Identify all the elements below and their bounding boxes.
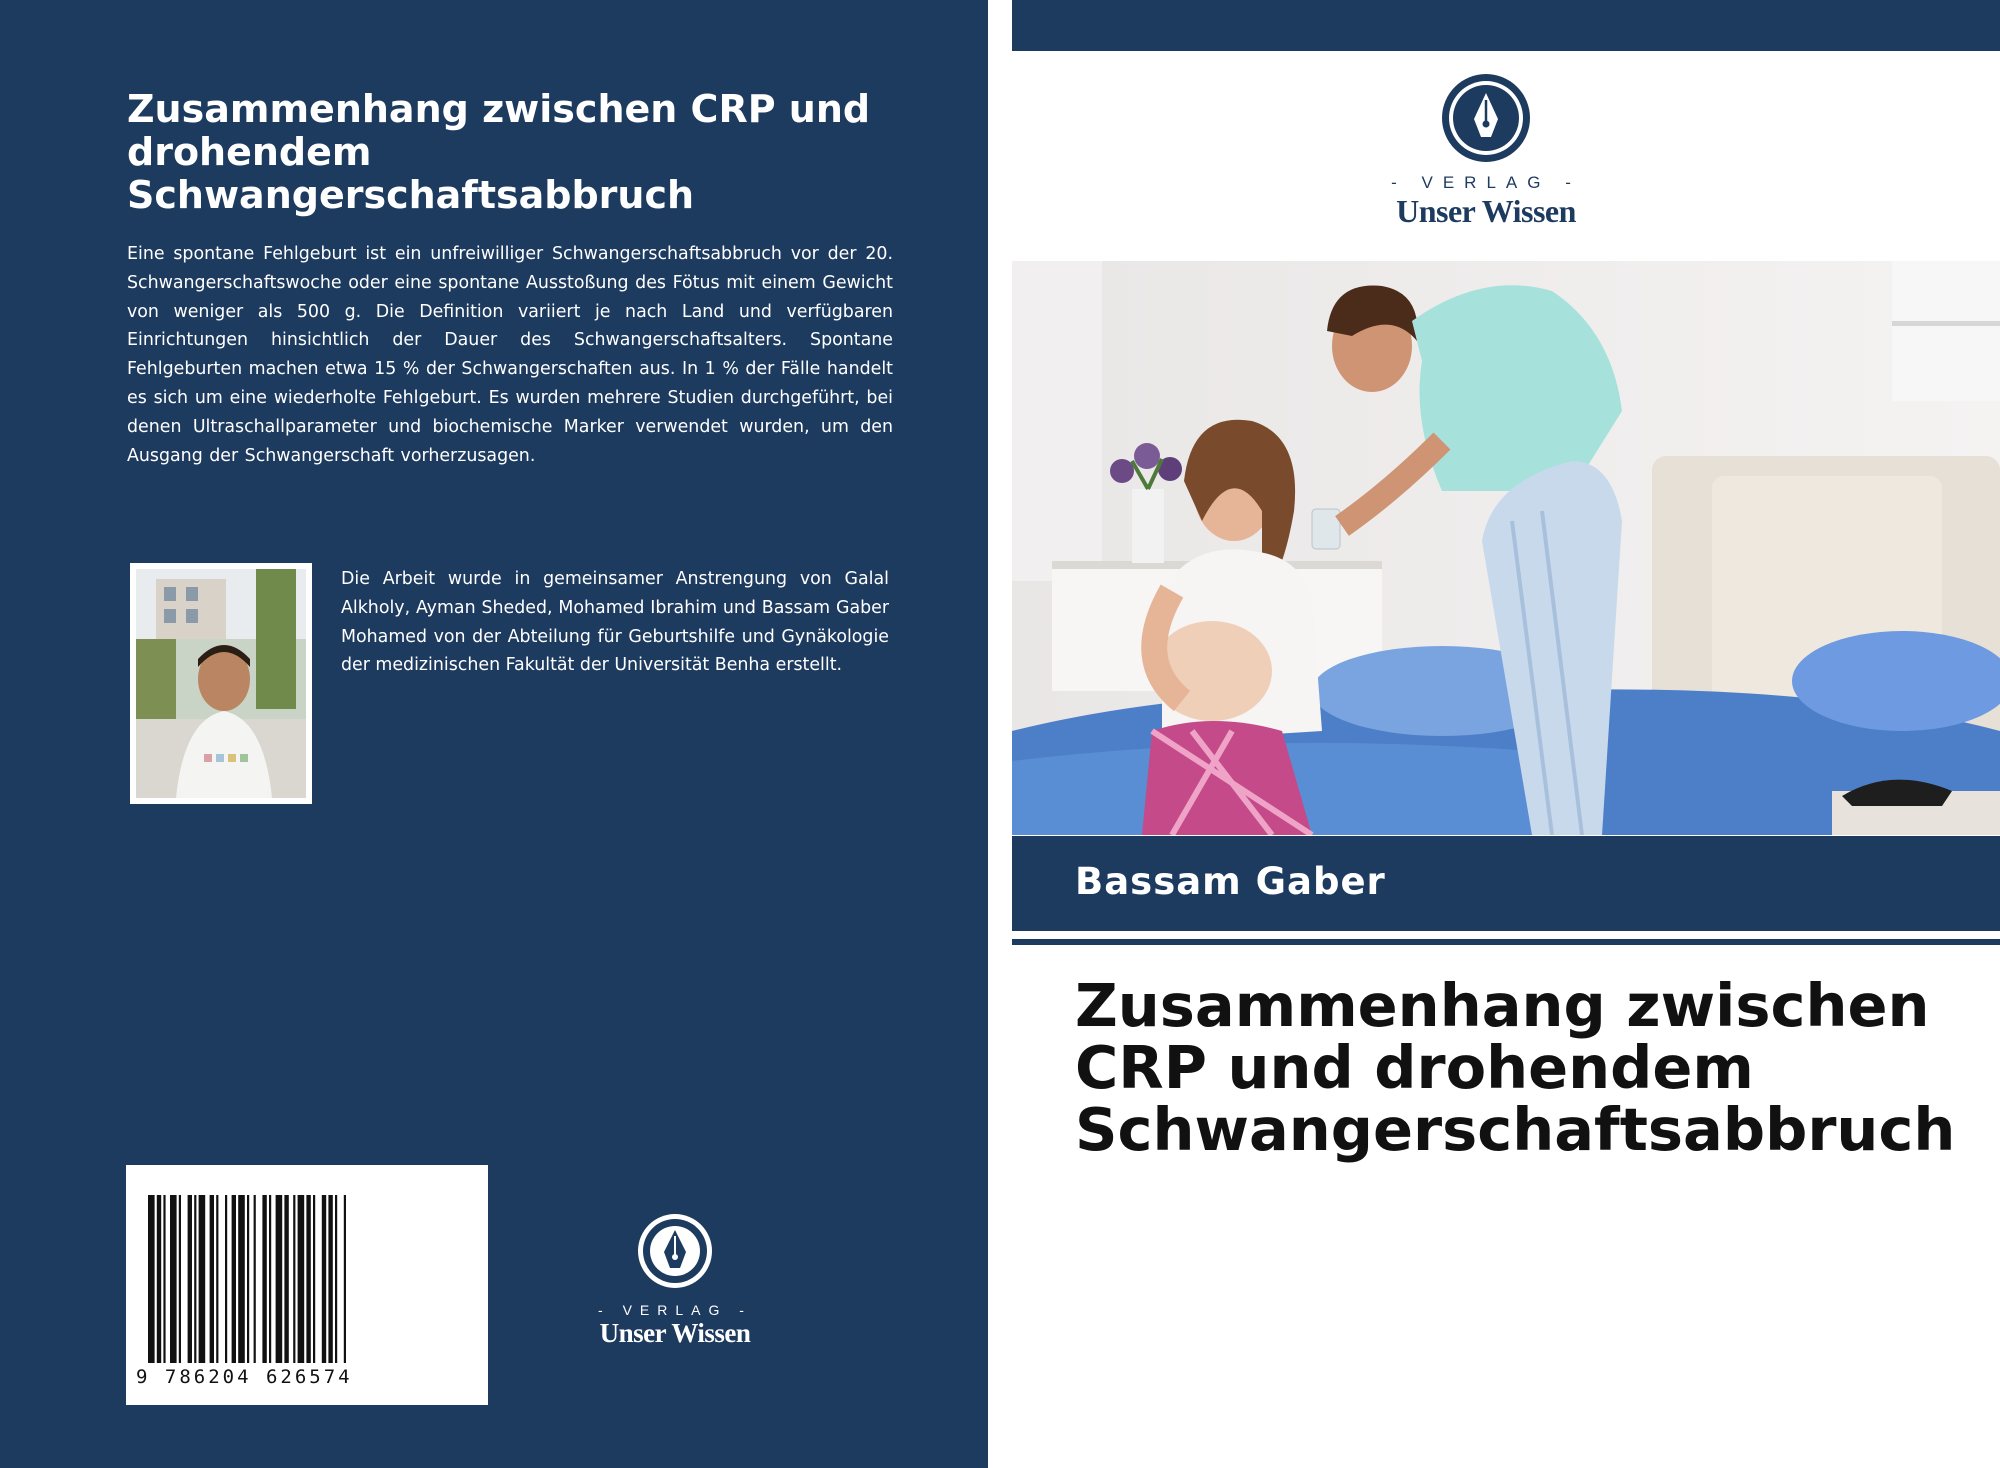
back-cover [0, 0, 988, 1468]
fountain-pen-nib-icon [636, 1212, 714, 1290]
barcode-digits: 9 786204 626574 [136, 1366, 353, 1388]
front-divider [1012, 939, 2000, 945]
front-cover-title: Zusammenhang zwischen CRP und drohendem Schwangerschaftsabbruch [1075, 971, 1956, 1164]
back-cover-title: Zusammenhang zwischen CRP und drohendem Schwangerschaftsabbruch [127, 87, 871, 217]
spine-gap [988, 0, 1012, 1468]
author-photo [130, 563, 312, 804]
front-cover [1012, 0, 2000, 1468]
back-logo-verlag: - VERLAG - [598, 1302, 752, 1318]
barcode-icon [126, 1165, 488, 1365]
author-bio: Die Arbeit wurde in gemeinsamer Anstrengung von Galal Alkholy, Ayman Sheded, Mohamed Ibrahim und Bassam Gaber Mohamed von der Abteilung für Geburtshilfe und Gynäkologie der medizinischen Fakultät der Universität Benha erstellt. [341, 569, 889, 676]
isbn-barcode [126, 1165, 488, 1405]
back-logo-name: Unser Wissen [599, 1318, 751, 1348]
front-logo-verlag: - VERLAG - [1391, 173, 1581, 192]
fountain-pen-nib-icon [1441, 73, 1531, 163]
front-logo-name: Unser Wissen [1396, 193, 1576, 229]
cover-photo [1012, 261, 2000, 835]
back-cover-abstract: Eine spontane Fehlgeburt ist ein unfreiwilliger Schwangerschaftsabbruch vor der 20. Schwangerschaftswoche oder eine spontane Ausstoßung des Fötus mit einem Gewicht von weniger als 500 g. Die Definition variiert je nach Land und verfügbaren Einrichtungen hinsichtlich der Dauer des Schwangerschaftsalters. Spontane Fehlgeburten machen etwa 15 % der Schwangerschaften aus. In 1 % der Fälle handelt es sich um eine wiederholte Fehlgeburt. Es wurden mehrere Studien durchgeführt, bei denen Ultraschallparameter und biochemische Marker verwendet wurden, um den Ausgang der Schwangerschaft vorherzusagen. [127, 244, 893, 466]
front-publisher-logo [1376, 73, 1596, 229]
back-publisher-logo [580, 1212, 770, 1348]
author-name: Bassam Gaber [1075, 860, 1386, 903]
front-top-bar [1012, 0, 2000, 51]
author-band [1012, 836, 2000, 931]
